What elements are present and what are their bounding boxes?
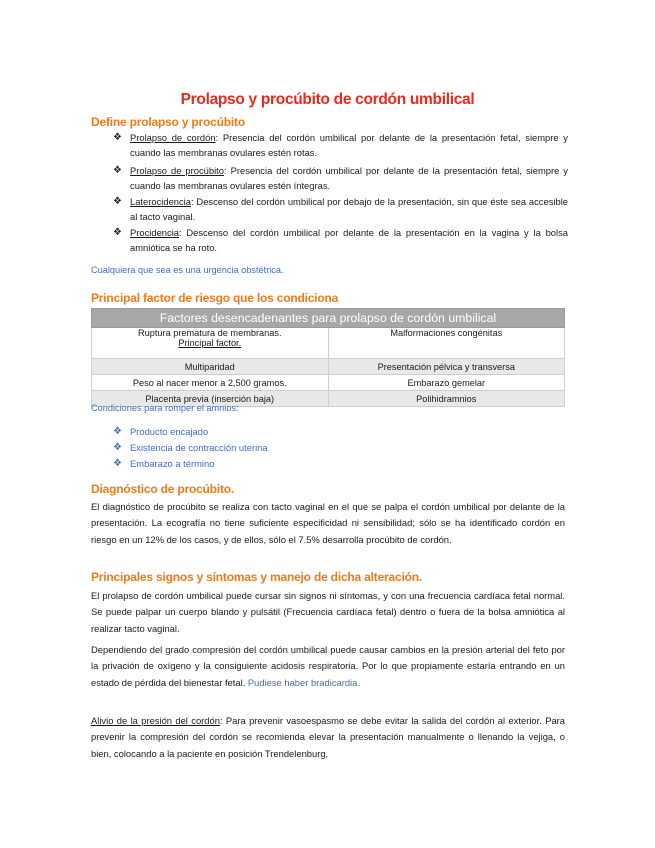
relief-paragraph [91,713,565,762]
table-cell: Presentación pélvica y transversa [328,359,565,375]
urgency-note: Cualquiera que sea es una urgencia obstétrica. [91,265,284,275]
list-item-text: Producto encajado [130,426,209,437]
list-item [113,440,268,456]
section-heading-define: Define prolapso y procúbito [91,115,245,129]
conditions-list [113,424,268,472]
diamond-bullet-icon: ❖ [113,132,122,143]
table-header: Factores desencadenantes para prolapso de cordón umbilical [92,309,565,328]
list-item [113,456,268,472]
conditions-label: Condiciones para romper el amnios: [91,403,239,413]
compression-paragraph [91,642,565,691]
signs-paragraph: El prolapso de cordón umbilical puede cursar sin signos ni síntomas, y con una frecuencia cardíaca fetal normal. Se puede palpar un cuerpo blando y pulsátil (Frecuencia cardíaca fetal) dentro o fuera de la bolsa amniótica al realizar tacto vaginal. [91,590,565,634]
table-cell: Placenta previa (inserción baja) [92,391,329,407]
page-title: Prolapso y procúbito de cordón umbilical [180,91,475,108]
table-cell: Peso al nacer menor a 2,500 gramos. [92,375,329,391]
list-item-text: Embarazo a término [130,458,215,469]
diamond-bullet-icon: ❖ [113,227,122,238]
definition: : Descenso del cordón umbilical por debajo de la presentación, sin que éste sea accesible al tacto vaginal. [130,196,568,223]
diamond-bullet-icon: ❖ [113,442,122,453]
risk-factors-table [91,308,565,407]
diamond-bullet-icon: ❖ [113,165,122,176]
paragraph-text: : Para prevenir vasoespasmo se debe evitar la salida del cordón al exterior. Para prevenir la compresión del cordón se recomienda elevar la presentación manualmente o llenando la vejiga, o bien, colocando a la paciente en posición Trendelenburg, [91,715,565,759]
diagnosis-paragraph: El diagnóstico de procúbito se realiza con tacto vaginal en el que se palpa el cordón umbilical por delante de la presentación. La ecografía no tiene suficiente especificidad ni sensibilidad; sólo se ha identificado cordón en riesgo en un 12% de los casos, y de ellos, sólo el 7.5% desarrolla procúbito de cordón. [91,501,565,545]
table-cell: Malformaciones congénitas [328,328,565,359]
term: Alivio de la presión del cordón [91,715,220,726]
term: Procidencia [130,227,179,238]
definition: : Descenso del cordón umbilical por delante de la presentación en la vagina y la bolsa amniótica se ha roto. [130,227,568,254]
definition: : Presencia del cordón umbilical por delante de la presentación fetal, siempre y cuando las membranas ovulares estén rotas. [130,132,568,159]
table-cell: Embarazo gemelar [328,375,565,391]
table-row [92,359,565,375]
section-heading-risk: Principal factor de riesgo que los condiciona [91,291,339,305]
term: Laterocidencia [130,196,191,207]
diamond-bullet-icon: ❖ [113,426,122,437]
term: Prolapso de procúbito [130,165,224,176]
bradycardia-note: Pudiese haber bradicardia. [247,676,360,688]
paragraph-text: Dependiendo del grado compresión del cordón umbilical puede causar cambios en la presión arterial del feto por la privación de oxígeno y la consiguiente acidosis respiratoria. Por lo que propiamente estaría entrando en un estado de pérdida del bienestar fetal. [91,644,565,688]
list-item-text: Existencia de contracción uterina [130,442,268,453]
table-row [92,328,565,359]
section-heading-diagnosis: Diagnóstico de procúbito. [91,482,235,496]
diamond-bullet-icon: ❖ [113,196,122,207]
cell-note: Principal factor. [178,338,242,348]
table-cell: Multiparidad [92,359,329,375]
table-row [92,375,565,391]
section-heading-signs: Principales signos y síntomas y manejo de dicha alteración. [91,570,422,584]
definition: : Presencia del cordón umbilical por delante de la presentación fetal, siempre y cuando las membranas ovulares estén íntegras. [130,165,568,192]
diamond-bullet-icon: ❖ [113,458,122,469]
list-item [113,424,268,440]
term: Prolapso de cordón [130,132,216,143]
table-cell: Polihidramnios [328,391,565,407]
cell-text: Ruptura prematura de membranas. [138,328,282,338]
table-cell [92,328,329,359]
